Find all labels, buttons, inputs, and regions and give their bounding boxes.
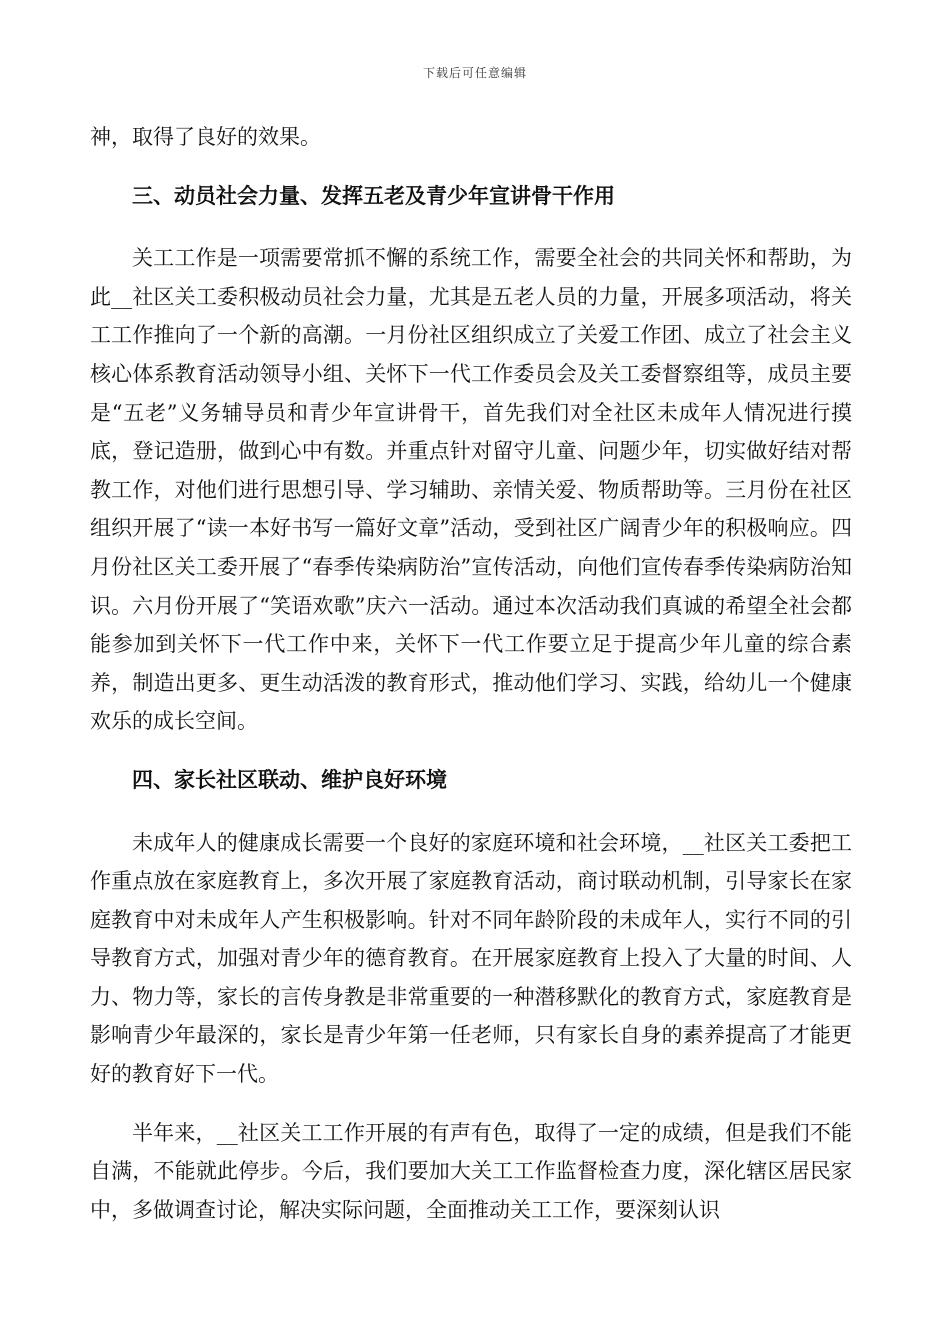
intro-tail-paragraph: 神，取得了良好的效果。: [90, 125, 321, 149]
closing-paragraph: 半年来，__社区关工工作开展的有声有色，取得了一定的成绩，但是我们不能自满，不能就此停步。今后，我们要加大关工工作监督检查力度，深化辖区居民家中，多做调查讨论，解决实际问题，全面推动关工工作，要深刻认识: [90, 1120, 852, 1222]
spacer: [90, 800, 852, 824]
section-3-paragraph: 关工工作是一项需要常抓不懈的系统工作，需要全社会的共同关怀和帮助，为此__社区关工委积极动员社会力量，尤其是五老人员的力量，开展多项活动，将关工工作推向了一个新的高潮。一月份社区组织成立了关爱工作团、成立了社会主义核心体系教育活动领导小组、关怀下一代工作委员会及关工委督察组等，成员主要是“五老”义务辅导员和青少年宣讲骨干，首先我们对全社区未成年人情况进行摸底，登记造册，做到心中有数。并重点针对留守儿童、问题少年，切实做好结对帮教工作，对他们进行思想引导、学习辅助、亲情关爱、物质帮助等。三月份在社区组织开展了“读一本好书写一篇好文章”活动，受到社区广阔青少年的积极响应。四月份社区关工委开展了“春季传染病防治”宣传活动，向他们宣传春季传染病防治知识。六月份开展了“笑语欢歌”庆六一活动。通过本次活动我们真诚的希望全社会都能参加到关怀下一代工作中来，关怀下一代工作要立足于提高少年儿童的综合素养，制造出更多、更生动活泼的教育形式，推动他们学习、实践，给幼儿一个健康欢乐的成长空间。: [90, 246, 852, 734]
section-4-paragraph: 未成年人的健康成长需要一个良好的家庭环境和社会环境，__社区关工委把工作重点放在家庭教育上，多次开展了家庭教育活动，商讨联动机制，引导家长在家庭教育中对未成年人产生积极影响。针对不同年龄阶段的未成年人，实行不同的引导教育方式，加强对青少年的德育教育。在开展家庭教育上投入了大量的时间、人力、物力等，家长的言传身教是非常重要的一种潜移默化的教育方式，家庭教育是影响青少年最深的，家长是青少年第一任老师，只有家长自身的素养提高了才能更好的教育好下一代。: [90, 830, 852, 1087]
section-4-heading: 四、家长社区联动、维护良好环境: [132, 767, 447, 792]
document-body: [90, 118, 852, 1229]
spacer: [90, 741, 852, 761]
spacer: [90, 1094, 852, 1114]
spacer: [90, 157, 852, 177]
page-header: 下载后可任意编辑: [422, 66, 527, 80]
spacer: [90, 215, 852, 239]
section-3-heading: 三、动员社会力量、发挥五老及青少年宣讲骨干作用: [132, 183, 615, 208]
